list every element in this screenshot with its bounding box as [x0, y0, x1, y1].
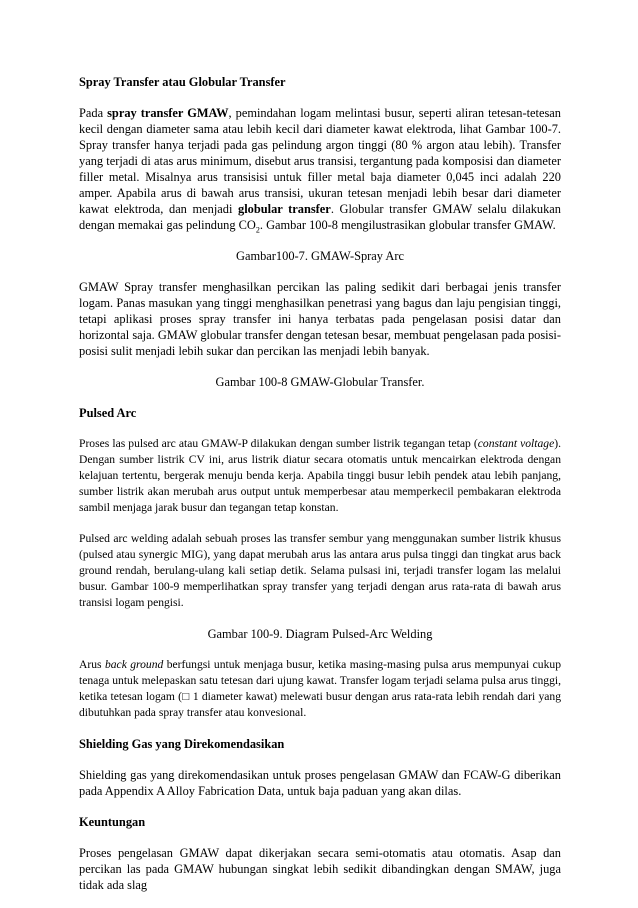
- text-run: Arus: [79, 658, 105, 671]
- paragraph-keuntungan: Proses pengelasan GMAW dapat dikerjakan secara semi-otomatis atau otomatis. Asap dan percikan las pada GMAW hubungan singkat lebih sedikit dibandingkan dengan SMAW, juga tidak ada slag: [79, 846, 561, 892]
- paragraph-shielding-gas: Shielding gas yang direkomendasikan untuk proses pengelasan GMAW dan FCAW-G diberikan pada Appendix A Alloy Fabrication Data, untuk baja paduan yang akan dilas.: [79, 768, 561, 798]
- paragraph-pulsed-arc-process: [79, 436, 561, 516]
- heading-keuntungan: Keuntungan: [79, 815, 146, 829]
- text-run: berfungsi untuk menjaga busur, ketika masing-masing pulsa arus mempunyai cukup tenaga untuk melepaskan satu tetesan dari ujung kawat. Transfer logam terjadi selama pulsa arus tinggi, ketika tetesan logam (□ 1 diameter kawat) melewati busur dengan arus rata-rata lebih rendah dari yang dibutuhkan pada spray transfer atau konvesional.: [79, 658, 561, 719]
- paragraph-pulsed-arc-welding: Pulsed arc welding adalah sebuah proses las transfer sembur yang menggunakan sumber listrik khusus (pulsed atau synergic MIG), yang dapat merubah arus las antara arus pulsa tinggi dan tingkat arus back ground rendah, berulang-ulang kali setiap detik. Selama pulsasi ini, terjadi transfer logam las melalui busur. Gambar 100-9 memperlihatkan spray transfer yang terjadi dengan arus rata-rata di bawah arus transisi logam pengisi.: [79, 532, 561, 609]
- bold-term-globular-transfer: globular transfer: [238, 202, 331, 216]
- paragraph-spray-vs-globular: GMAW Spray transfer menghasilkan percikan las paling sedikit dari berbagai jenis transfer logam. Panas masukan yang tinggi menghasilkan penetrasi yang bagus dan laju pengisian tinggi, tetapi aplikasi proses spray transfer ini hanya terbatas pada pengelasan posisi datar dan horizontal saja. GMAW globular transfer dengan tetesan besar, membuat pengelasan pada posisi-posisi sulit menjadi lebih sukar dan percikan las menjadi lebih banyak.: [79, 280, 561, 358]
- text-run: Proses las pulsed arc atau GMAW-P dilakukan dengan sumber listrik tegangan tetap (: [79, 437, 478, 450]
- text-run: . Gambar 100-8 mengilustrasikan globular transfer GMAW.: [259, 218, 556, 232]
- text-run: Pada: [79, 106, 108, 120]
- subscript-2: 2: [255, 225, 260, 235]
- heading-spray-transfer: Spray Transfer atau Globular Transfer: [79, 75, 286, 89]
- paragraph-background-current: [79, 657, 561, 721]
- figure-caption-100-7: Gambar100-7. GMAW-Spray Arc: [236, 249, 404, 263]
- text-run: . Globular transfer GMAW selalu dilakukan dengan memakai gas pelindung CO: [79, 202, 561, 232]
- italic-term-back-ground: back ground: [104, 658, 164, 671]
- text-run: , pemindahan logam melintasi busur, seperti aliran tetesan-tetesan kecil dengan diameter sama atau lebih kecil dari diameter kawat elektroda, lihat Gambar 100-7. Spray transfer hanya terjadi pada gas pelindung argon tinggi (80 % argon atau lebih). Transfer yang terjadi di atas arus minimum, disebut arus transisi, tergantung pada komposisi dan diameter filler metal. Misalnya arus transisisi untuk filler metal baja diameter 0,045 inci adalah 220 amper. Apabila arus di bawah arus transisi, ukuran tetesan menjadi lebih besar dari diameter kawat elektroda, dan menjadi: [79, 106, 562, 216]
- italic-term-constant-voltage: constant voltage: [477, 437, 555, 450]
- heading-shielding-gas: Shielding Gas yang Direkomendasikan: [79, 737, 285, 751]
- paragraph-spray-transfer: [79, 105, 561, 233]
- page-content: [79, 74, 561, 908]
- figure-caption-100-8: Gambar 100-8 GMAW-Globular Transfer.: [215, 375, 425, 389]
- text-run: ). Dengan sumber listrik CV ini, arus listrik diatur secara otomatis untuk mencairkan elektroda dengan kelajuan tertentu, bergerak menuju benda kerja. Apabila tinggi busur lebih pendek atau lebih panjang, sumber listrik akan merubah arus output untuk memperbesar atau memperkecil pembakaran elektroda sambil menjaga jarak busur dan tegangan tetap konstan.: [79, 437, 562, 514]
- figure-caption-100-9: Gambar 100-9. Diagram Pulsed-Arc Welding: [207, 627, 433, 641]
- heading-pulsed-arc: Pulsed Arc: [79, 406, 137, 420]
- bold-term-spray-transfer: spray transfer GMAW: [107, 106, 229, 120]
